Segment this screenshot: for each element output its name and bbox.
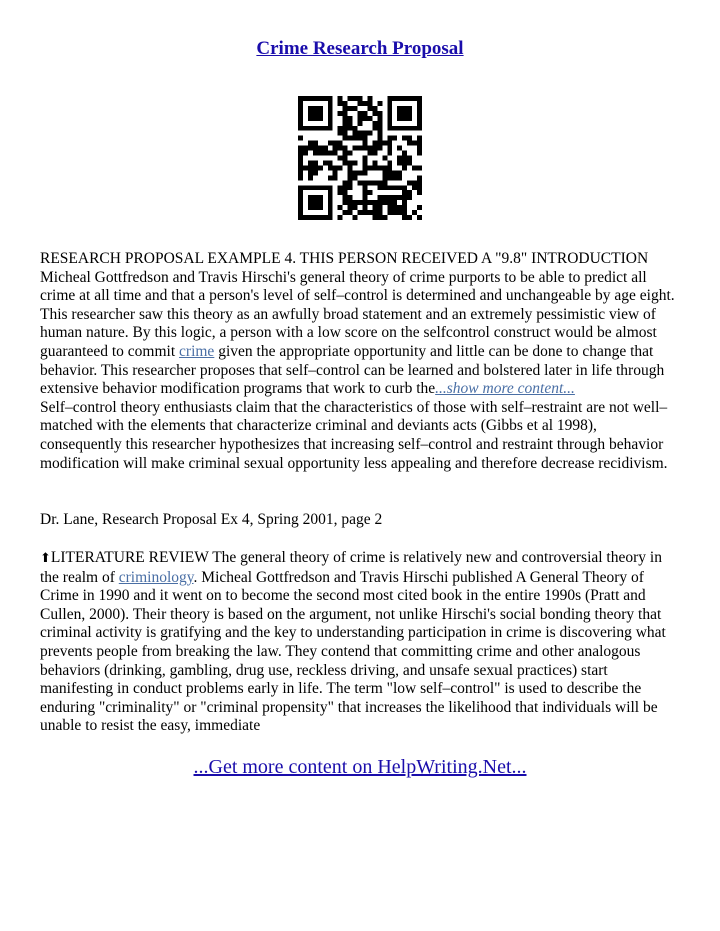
intro-text-a: RESEARCH PROPOSAL EXAMPLE 4. THIS PERSON RECEIVED A "9.8" INTRODUCTION Micheal Gottfredson and Travis Hirschi's general theory of crime purports to be able to predict all crime at all time and that a person's level of self–control is determined and unchangeable by age eight. This researcher saw this theory as an awfully broad statement and an extremely pessimistic view of human nature. By this logic, a person with a low score on the selfcontrol construct would be almost guaranteed to commit [40, 250, 675, 360]
introduction-paragraph [40, 250, 682, 473]
qr-code-icon [298, 96, 422, 220]
page-title [0, 38, 720, 60]
up-arrow-icon: ⬆ [40, 551, 51, 566]
literature-review-paragraph [40, 549, 682, 736]
show-more-link[interactable]: ...show more content... [435, 380, 575, 398]
lit-text-b: . Micheal Gottfredson and Travis Hirschi published A General Theory of Crime in 1990 and it went on to become the second most cited book in the entire 1990s (Pratt and Cullen, 2000). Their theory is based on the argument, not unlike Hirschi's social bonding theory that criminal activity is gratifying and the key to understanding participation in crime is discovering what prevents people from breaking the law. They contend that committing crime and other analogous behaviors (drinking, gambling, drug use, reckless driving, and unsafe sexual practices) start manifesting in conduct problems early in life. The term "low self–control" is used to describe the enduring "criminality" or "criminal propensity" that increases the likelihood that individuals will be unable to resist the easy, immediate [40, 568, 666, 735]
lit-text-a: LITERATURE REVIEW The general theory of crime is relatively new and controversial theory in the realm of [40, 549, 662, 586]
citation-line: Dr. Lane, Research Proposal Ex 4, Spring 2001, page 2 [40, 511, 383, 528]
crime-link[interactable]: crime [179, 342, 215, 360]
intro-text-b: given the appropriate opportunity and little can be done to change that behavior. This researcher proposes that self–control can be learned and bolstered later in life through extensive behavior modification programs that work to curb the [40, 342, 665, 398]
intro-text-c: Self–control theory enthusiasts claim that the characteristics of those with self–restraint are not well–matched with the elements that characterize criminal and deviants acts (Gibbs et al 1998), consequently this researcher hypothesizes that increasing self–control and restraint through behavior modification will make criminal sexual opportunity less appealing and therefore decrease recidivism. [40, 398, 668, 472]
title-link[interactable]: Crime Research Proposal [256, 38, 464, 59]
get-more-content [0, 756, 720, 779]
get-more-content-link[interactable]: ...Get more content on HelpWriting.Net... [193, 756, 527, 778]
criminology-link[interactable]: criminology [118, 568, 194, 586]
